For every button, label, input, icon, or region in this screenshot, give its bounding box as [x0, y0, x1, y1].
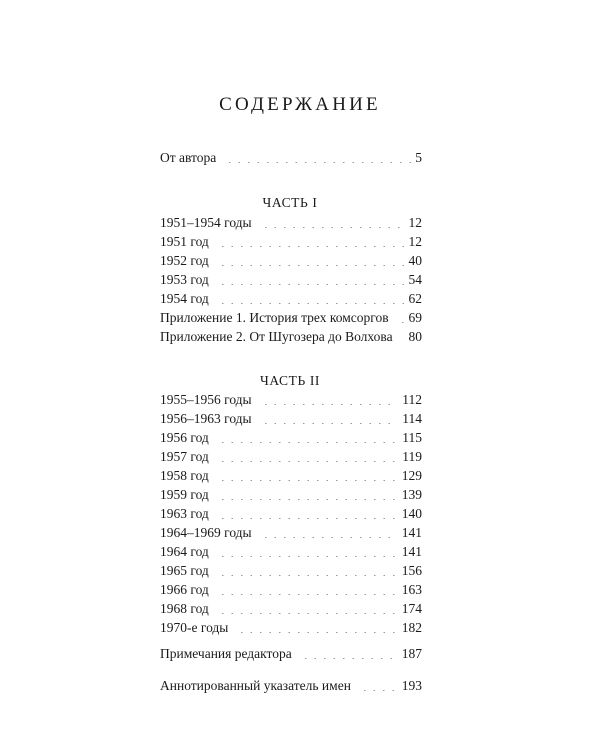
toc-entry-label: 1964 год — [160, 544, 209, 559]
toc-entry-label: 1970-е годы — [160, 620, 229, 635]
toc-entry-label: 1968 год — [160, 601, 209, 616]
toc-entry-label: 1959 год — [160, 487, 209, 502]
toc-entry[interactable] — [160, 309, 422, 327]
toc-entry-page: 12 — [408, 234, 422, 249]
toc-entry-page: 40 — [408, 253, 422, 268]
toc-entry[interactable] — [160, 543, 422, 561]
toc-entry-label: 1958 год — [160, 468, 209, 483]
dot-leader — [237, 632, 397, 633]
dot-leader — [218, 442, 398, 443]
toc-entry-page: 182 — [401, 620, 422, 635]
toc-entry-label: 1952 год — [160, 253, 209, 268]
toc-entry-label: 1956–1963 годы — [160, 411, 252, 426]
toc-entry-label: 1957 год — [160, 449, 209, 464]
toc-entry[interactable] — [160, 486, 422, 504]
dot-leader — [218, 480, 398, 481]
toc-entry-page: 140 — [401, 506, 422, 521]
toc-entry-label: От автора — [160, 150, 217, 165]
toc-entry[interactable] — [160, 328, 422, 346]
toc-entry-label: Аннотированный указатель имен — [160, 678, 351, 693]
toc-entry-label: 1955–1956 годы — [160, 392, 252, 407]
toc-entry-page: 129 — [401, 468, 422, 483]
toc-entry[interactable] — [160, 214, 422, 232]
part-1-heading: ЧАСТЬ I — [262, 195, 318, 210]
toc-entry-notes[interactable] — [160, 645, 422, 663]
toc-entry-page: 114 — [402, 411, 422, 426]
dot-leader — [261, 537, 398, 538]
toc-entry-label: Приложение 1. История трех комсоргов — [160, 310, 389, 325]
toc-entry-label: 1963 год — [160, 506, 209, 521]
dot-leader — [360, 690, 398, 691]
toc-entry-label: 1966 год — [160, 582, 209, 597]
toc-entry-page: 62 — [408, 291, 422, 306]
dot-leader — [218, 594, 398, 595]
dot-leader — [218, 613, 398, 614]
toc-entry-page: 119 — [402, 449, 422, 464]
toc-entry-label: 1964–1969 годы — [160, 525, 252, 540]
dot-leader — [218, 575, 398, 576]
dot-leader — [261, 423, 399, 424]
toc-entry-label: 1953 год — [160, 272, 209, 287]
dot-leader — [218, 265, 405, 266]
toc-entry-page: 69 — [408, 310, 422, 325]
toc-entry-label: Примечания редактора — [160, 646, 292, 661]
dot-leader — [225, 162, 411, 163]
dot-leader — [261, 227, 405, 228]
dot-leader — [218, 246, 405, 247]
dot-leader — [301, 658, 398, 659]
toc-entry[interactable] — [160, 600, 422, 618]
dot-leader — [218, 303, 405, 304]
page-title: СОДЕРЖАНИЕ — [219, 94, 381, 115]
toc-entry[interactable] — [160, 271, 422, 289]
toc-entry-intro[interactable] — [160, 149, 422, 167]
toc-entry-page: 80 — [408, 329, 422, 344]
toc-entry-page: 115 — [402, 430, 422, 445]
toc-entry-page: 12 — [408, 215, 422, 230]
dot-leader — [218, 284, 405, 285]
dot-leader — [218, 499, 398, 500]
toc-entry-page: 5 — [415, 150, 422, 165]
part-2-heading: ЧАСТЬ II — [259, 373, 321, 388]
toc-entry[interactable] — [160, 619, 422, 637]
toc-entry[interactable] — [160, 562, 422, 580]
toc-entry-index[interactable] — [160, 677, 422, 695]
toc-entry[interactable] — [160, 429, 422, 447]
toc-entry-page: 174 — [401, 601, 422, 616]
toc-entry-page: 156 — [401, 563, 422, 578]
toc-entry[interactable] — [160, 448, 422, 466]
dot-leader — [218, 461, 398, 462]
toc-entry[interactable] — [160, 233, 422, 251]
dot-leader — [398, 322, 405, 323]
toc-entry-label: Приложение 2. От Шугозера до Волхова — [160, 329, 393, 344]
toc-entry-page: 141 — [401, 544, 422, 559]
toc-entry-label: 1951 год — [160, 234, 209, 249]
toc-entry-label: 1956 год — [160, 430, 209, 445]
dot-leader — [218, 518, 398, 519]
toc-entry-page: 141 — [401, 525, 422, 540]
toc-entry[interactable] — [160, 391, 422, 409]
toc-entry-page: 163 — [401, 582, 422, 597]
toc-entry-page: 112 — [402, 392, 422, 407]
dot-leader — [402, 341, 405, 342]
toc-entry-page: 54 — [408, 272, 422, 287]
toc-entry-label: 1965 год — [160, 563, 209, 578]
toc-entry[interactable] — [160, 581, 422, 599]
toc-entry-label: 1954 год — [160, 291, 209, 306]
toc-entry[interactable] — [160, 524, 422, 542]
dot-leader — [218, 556, 398, 557]
toc-entry[interactable] — [160, 290, 422, 308]
toc-entry-page: 139 — [401, 487, 422, 502]
toc-entry-label: 1951–1954 годы — [160, 215, 252, 230]
toc-entry[interactable] — [160, 505, 422, 523]
toc-entry-page: 193 — [401, 678, 422, 693]
toc-entry-page: 187 — [401, 646, 422, 661]
toc-entry[interactable] — [160, 410, 422, 428]
toc-entry[interactable] — [160, 467, 422, 485]
toc-entry[interactable] — [160, 252, 422, 270]
dot-leader — [261, 404, 399, 405]
